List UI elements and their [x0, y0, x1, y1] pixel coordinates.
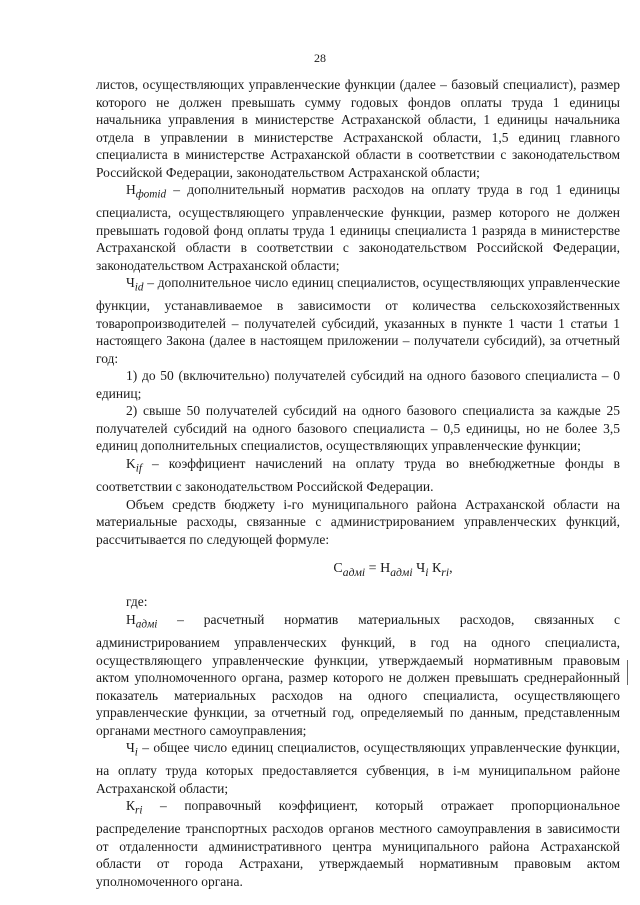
paragraph-ch-id-definition: $Ч_{id}$ – дополнительное число единиц специалистов, осуществляющих управленческие функции, устанавливаемое в зависимости от количества сельскохозяйственных товаропроизводителей – получателей субсидий, указанных в пункте 1 части 1 статьи 1 настоящего Закона (далее в настоящем приложении – получатели субсидий), за отчетный год: — [96, 275, 620, 366]
symbol-k-if: $K_{if}$ — [126, 455, 143, 475]
list-item-1: 1) до 50 (включительно) получателей субсидий на одного базового специалиста – 0 единиц; — [96, 368, 620, 401]
formula: $С_{адмi} = Н_{адмi}$ $Ч_i$ $К_{ri}$, — [333, 561, 453, 579]
paragraph-n-fot-definition: $Н_{фотid}$ – дополнительный норматив расходов на оплату труда в год 1 единицы специалиста, осуществляющего управленческие функции, размер которого не должен превышать годовой фонд оплаты труда 1 единицы специалиста 1 разряда в министерстве Астраханской области в соответствии с законодательством Российской Федерации, законодательством Астраханской области; — [96, 182, 620, 273]
symbol-ch-id: $Ч_{id}$ — [126, 275, 144, 294]
symbol-n-adm: $Н_{адмi}$ — [126, 611, 158, 631]
where-label: где: — [126, 594, 148, 610]
list-item-2: 2) свыше 50 получателей субсидий на одного базового специалиста за каждые 25 получателей субсидий на одного базового специалиста – 0,5 единицы, но не более 3,5 единиц дополнительных специалистов, осуществляющих управленческие функции; — [96, 403, 620, 454]
paragraph-n-adm-definition: $Н_{адмi}$ – расчетный норматив материальных расходов, связанных с администрированием управленческих функций, в год на одного специалиста, осуществляющего управленческие функции, утверждаемый нормативным правовым актом уполномоченного органа, размер которого не должен превышать среднерайонный показатель материальных расходов на одного специалиста, осуществляющего управленческие функции, за отчетный год, определяемый по данным, представленным органами местного самоуправления; — [96, 611, 620, 738]
symbol-k-ri: $К_{ri}$ — [126, 798, 143, 817]
paragraph-continuation: листов, осуществляющих управленческие функции (далее – базовый специалист), размер которого не должен превышать сумму годовых фондов оплаты труда 1 единицы начальника управления в министерстве Астраханской области, 1 единицы начальника отдела в управлении в министерстве Астраханской области, 1,5 единиц главного специалиста в министерстве Астраханской области в соответствии с законодательством Российской Федерации, законодательством Астраханской области; — [96, 77, 620, 180]
paragraph-k-if-definition: $K_{if}$ – коэффициент начислений на оплату труда во внебюджетные фонды в соответствии с законодательством Российской Федерации. — [96, 455, 620, 495]
document-body — [96, 76, 620, 890]
symbol-ch-i: $Ч_i$ — [126, 740, 138, 759]
paragraph-volume-intro: Объем средств бюджету i-го муниципального района Астраханской области на материальные расходы, связанные с администрированием управленческих функций, рассчитывается по следующей формуле: — [96, 496, 620, 547]
paragraph-ch-i-definition: $Ч_i$ – общее число единиц специалистов, осуществляющих управленческие функции, на оплату труда которых предоставляется субвенция, в i-м муниципальном районе Астраханской области; — [96, 740, 620, 796]
symbol-n-fot: $Н_{фотid}$ — [126, 182, 167, 201]
margin-mark — [627, 660, 628, 685]
paragraph-k-ri-definition: $К_{ri}$ – поправочный коэффициент, который отражает пропорциональное распределение транспортных расходов органов местного самоуправления в зависимости от отдаленности административного центра муниципального района Астраханской области от города Астрахани, утверждаемый нормативным правовым актом уполномоченного органа. — [96, 798, 620, 889]
page-number: 28 — [314, 51, 326, 65]
